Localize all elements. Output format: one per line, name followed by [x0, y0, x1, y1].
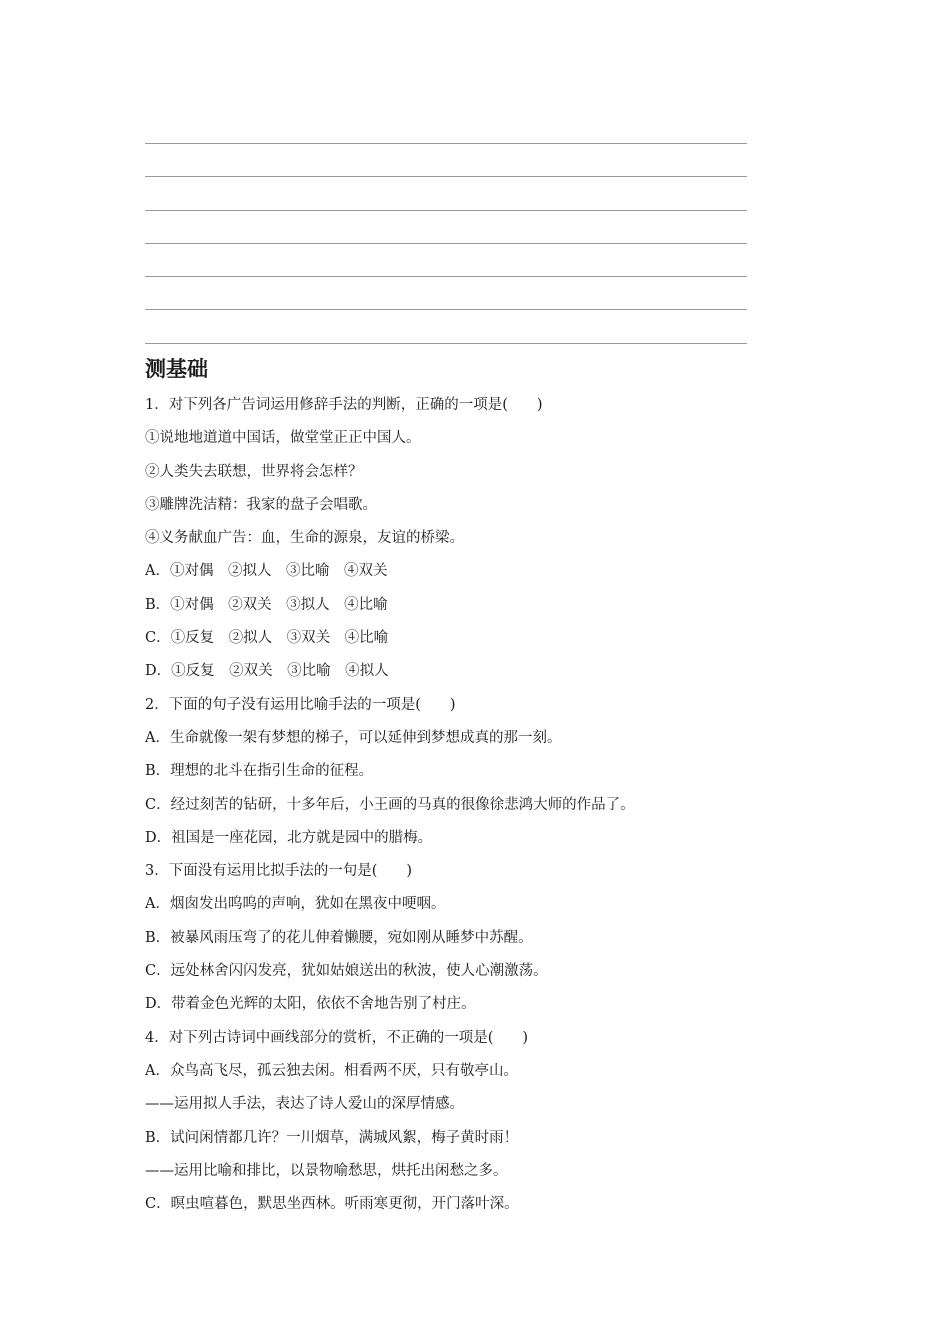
text-line: C．经过刻苦的钻研，十多年后，小王画的马真的很像徐悲鸿大师的作品了。 [145, 796, 635, 813]
text-line: 4．对下列古诗词中画线部分的赏析，不正确的一项是( ) [145, 1029, 529, 1046]
text-line: 2．下面的句子没有运用比喻手法的一项是( ) [145, 696, 456, 713]
text-line: B．试问闲情都几许？一川烟草，满城风絮，梅子黄时雨！ [145, 1129, 519, 1146]
text-line: D．①反复 ②双关 ③比喻 ④拟人 [145, 663, 389, 680]
text-line: 3．下面没有运用比拟手法的一句是( ) [145, 863, 413, 880]
text-line: ④义务献血广告：血，生命的源泉，友谊的桥梁。 [145, 530, 464, 547]
text-line: B．①对偶 ②双关 ③拟人 ④比喻 [145, 596, 388, 613]
text-line: C．远处林舍闪闪发亮，犹如姑娘送出的秋波，使人心潮激荡。 [145, 963, 548, 980]
document-page [145, 0, 747, 1344]
question-content [145, 389, 747, 1221]
text-line: ③雕牌洗洁精：我家的盘子会唱歌。 [145, 496, 377, 513]
text-line: B．理想的北斗在指引生命的征程。 [145, 763, 374, 780]
text-line: A．生命就像一架有梦想的梯子，可以延伸到梦想成真的那一刻。 [145, 729, 562, 746]
text-line: B．被暴风雨压弯了的花儿伸着懒腰，宛如刚从睡梦中苏醒。 [145, 929, 533, 946]
answer-line [145, 343, 747, 344]
answer-lines [145, 143, 747, 376]
text-line: ——运用比喻和排比，以景物喻愁思，烘托出闲愁之多。 [145, 1162, 508, 1179]
answer-line [145, 143, 747, 144]
text-line: A．众鸟高飞尽，孤云独去闲。相看两不厌，只有敬亭山。 [145, 1062, 518, 1079]
answer-line [145, 243, 747, 244]
text-line: D．祖国是一座花园，北方就是园中的腊梅。 [145, 829, 433, 846]
answer-line [145, 176, 747, 177]
text-line: C．①反复 ②拟人 ③双关 ④比喻 [145, 630, 389, 647]
text-line: ②人类失去联想，世界将会怎样？ [145, 463, 363, 480]
text-line: ——运用拟人手法，表达了诗人爱山的深厚情感。 [145, 1096, 464, 1113]
text-line: ①说地地道道中国话，做堂堂正正中国人。 [145, 430, 421, 447]
answer-line [145, 309, 747, 310]
text-line: A．烟囱发出呜呜的声响，犹如在黑夜中哽咽。 [145, 896, 446, 913]
answer-line [145, 210, 747, 211]
text-line: 1．对下列各广告词运用修辞手法的判断，正确的一项是( ) [145, 397, 543, 413]
section-title: 测基础 [145, 357, 208, 381]
text-line: D．带着金色光辉的太阳，依依不舍地告别了村庄。 [145, 996, 476, 1013]
text-line: C．暝虫喧暮色，默思坐西林。听雨寒更彻，开门落叶深。 [145, 1196, 519, 1213]
text-line: A．①对偶 ②拟人 ③比喻 ④双关 [145, 563, 388, 580]
answer-line [145, 276, 747, 277]
